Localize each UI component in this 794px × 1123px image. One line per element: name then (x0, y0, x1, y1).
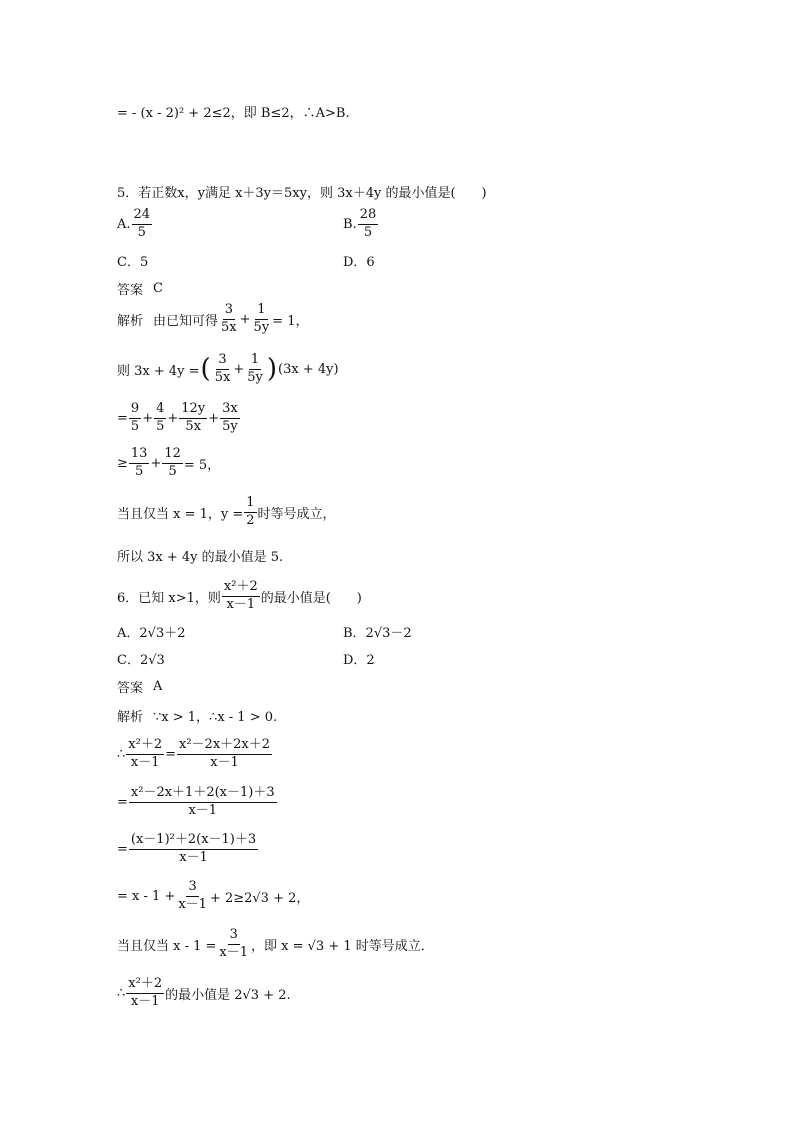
q5-fraction-3-5x (219, 303, 239, 336)
q6-analysis-text: ∵x > 1，∴x - 1 > 0. (153, 710, 278, 725)
q5-option-b-num: 28 (358, 208, 379, 225)
q5-option-d (343, 251, 375, 270)
frac (129, 833, 258, 866)
q6-option-d-text: D．2 (343, 653, 375, 668)
q6-stem-prefix: 6．已知 x>1，则 (117, 590, 221, 606)
frac (244, 496, 256, 529)
frac-den: 5 (135, 463, 144, 479)
frac (177, 738, 272, 771)
q5-fraction-1-5y (252, 303, 272, 336)
frac-den: x－1 (179, 849, 208, 865)
frac (162, 447, 183, 480)
q6-option-a-text: A．2√3＋2 (117, 626, 186, 641)
q6-answer-label: 答案 (117, 681, 144, 696)
plus-sign: + (233, 361, 245, 377)
frac-num: 12 (162, 447, 183, 464)
frac (245, 353, 265, 386)
q6-step4-prefix: = x - 1 + (117, 888, 176, 904)
q5-cond-tail: 时等号成立， (257, 506, 336, 522)
frac-num: 4 (154, 402, 166, 419)
q6-step3 (117, 833, 259, 866)
frac (179, 402, 207, 435)
q6-step2 (117, 786, 278, 819)
q5-option-b-label: B. (343, 216, 357, 232)
q5-answer-label: 答案 (117, 283, 144, 298)
q5-step2-tail: (3x + 4y) (278, 361, 339, 377)
q6-stem-tail: 的最小值是( ) (260, 590, 362, 606)
q5-option-b-fraction (358, 208, 379, 241)
q5-analysis-text: 由已知可得 (153, 313, 219, 329)
q6-option-d (343, 649, 375, 668)
q6-cond-tail: ，即 x = √3 + 1 时等号成立． (251, 938, 434, 954)
q5-option-a-fraction (132, 208, 153, 241)
q5-option-a (117, 208, 153, 241)
q6-option-c (117, 649, 165, 668)
q5-option-b (343, 208, 379, 241)
equals-sign: = (165, 746, 177, 762)
q6-analysis-label: 解析 (117, 710, 144, 725)
frac-den: 5x (221, 319, 237, 335)
q5-option-a-num: 24 (132, 208, 153, 225)
top-line-text: = - (x - 2)² + 2≤2，即 B≤2，∴A>B. (117, 106, 350, 121)
q6-answer-value: A (153, 679, 163, 694)
frac-num: x²＋2 (126, 977, 164, 994)
q6-stem (117, 580, 362, 613)
q5-analysis-label: 解析 (117, 313, 144, 329)
q6-option-c-text: C．2√3 (117, 653, 165, 668)
frac-num: 3x (220, 402, 240, 419)
q5-step2 (117, 353, 339, 386)
equals-sign: = (117, 841, 128, 857)
q5-step3 (117, 402, 241, 435)
frac (126, 977, 164, 1010)
frac-num: 1 (244, 496, 256, 513)
frac-num: x²＋2 (126, 738, 164, 755)
q6-analysis (117, 706, 277, 725)
frac-den: x－1 (188, 802, 218, 818)
plus-sign: + (208, 410, 220, 426)
q5-eq1-tail: = 1， (272, 313, 309, 329)
frac (220, 402, 240, 435)
plus-sign: + (239, 311, 251, 327)
q5-option-a-den: 5 (137, 224, 146, 240)
q5-step4-tail: = 5， (183, 457, 221, 473)
q5-condition (117, 496, 336, 529)
q5-stem (117, 182, 487, 201)
frac-num: x²－2x＋1＋2(x－1)＋3 (129, 786, 277, 803)
frac-den: 5 (130, 418, 140, 434)
frac-den: x－1 (219, 944, 249, 960)
frac-den: 5 (168, 463, 177, 479)
frac (217, 928, 250, 961)
right-paren: ) (266, 354, 277, 385)
equals-sign: = (117, 794, 128, 810)
q5-option-c (117, 251, 148, 270)
q6-step1 (117, 738, 273, 771)
frac-num: x²＋2 (222, 580, 260, 597)
frac-num: x²－2x＋2x＋2 (177, 738, 272, 755)
frac-num: (x－1)²＋2(x－1)＋3 (129, 833, 258, 850)
q5-answer-value: C (153, 281, 163, 296)
frac-num: 9 (129, 402, 141, 419)
frac-num: 1 (249, 353, 261, 370)
equals-sign: = (117, 410, 128, 426)
q6-conclusion-tail: 的最小值是 2√3 + 2. (165, 987, 291, 1003)
q6-option-a (117, 622, 186, 641)
frac (176, 880, 209, 913)
geq-sign: ≥ (117, 455, 128, 471)
frac-num: 3 (216, 353, 228, 370)
q5-stem-text: 5．若正数x，y满足 x＋3y＝5xy，则 3x＋4y 的最小值是( ) (117, 186, 487, 201)
q6-answer (117, 677, 162, 696)
q6-option-b (343, 622, 412, 641)
q6-step4 (117, 880, 309, 913)
frac-num: 12y (179, 402, 207, 419)
frac-num: 1 (255, 303, 267, 320)
q5-option-d-text: D．6 (343, 255, 375, 270)
q6-conclusion (117, 977, 291, 1010)
therefore-sign: ∴ (117, 985, 126, 1001)
therefore-sign: ∴ (117, 746, 126, 762)
frac-den: x－1 (226, 596, 256, 612)
q5-step2-prefix: 则 3x + 4y = (117, 363, 200, 379)
frac-den: x－1 (210, 754, 239, 770)
frac-den: 5x (214, 369, 231, 385)
frac (222, 580, 260, 613)
frac-den: 5y (247, 369, 263, 385)
top-line (117, 102, 350, 121)
left-paren: ( (200, 354, 211, 385)
q5-option-b-den: 5 (363, 224, 373, 240)
plus-sign: + (167, 410, 179, 426)
frac-den: 5y (253, 319, 270, 335)
q5-option-a-label: A. (117, 216, 131, 232)
frac-den: x－1 (130, 993, 160, 1009)
frac (129, 447, 150, 480)
frac-den: 5 (156, 418, 165, 434)
frac (129, 786, 277, 819)
frac-num: 3 (186, 880, 198, 897)
frac-num: 13 (129, 447, 150, 464)
frac-den: 5x (185, 418, 202, 434)
frac-den: 5y (222, 418, 238, 434)
frac-den: x－1 (130, 754, 160, 770)
q5-option-c-text: C．5 (117, 255, 149, 270)
q6-condition (117, 928, 434, 961)
frac-num: 3 (228, 928, 240, 945)
q6-option-b-text: B．2√3－2 (343, 626, 412, 641)
q5-conclusion-text: 所以 3x + 4y 的最小值是 5. (117, 550, 284, 565)
q5-step4 (117, 447, 220, 480)
q6-step4-tail: + 2≥2√3 + 2， (209, 890, 310, 906)
frac (213, 353, 233, 386)
plus-sign: + (150, 455, 162, 471)
frac-den: 2 (246, 512, 255, 528)
q5-answer (117, 279, 163, 298)
frac (129, 402, 141, 435)
q5-cond-prefix: 当且仅当 x = 1，y = (117, 506, 244, 522)
frac (126, 738, 164, 771)
q5-conclusion (117, 546, 283, 565)
frac-den: x－1 (178, 896, 207, 912)
plus-sign: + (142, 410, 154, 426)
frac (154, 402, 166, 435)
q6-cond-prefix: 当且仅当 x - 1 = (117, 938, 217, 954)
frac-num: 3 (223, 303, 235, 320)
q5-analysis-line1 (117, 303, 308, 336)
